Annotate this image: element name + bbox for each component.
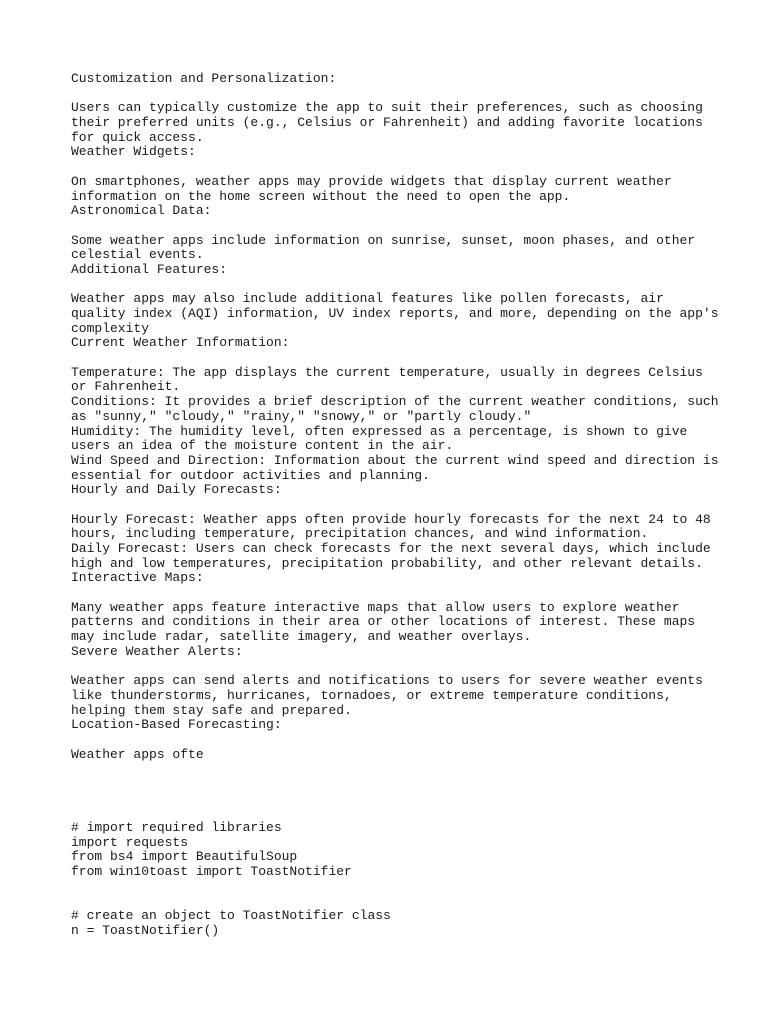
text-line: for quick access. [71, 129, 204, 145]
text-line: Severe Weather Alerts: [71, 643, 243, 659]
text-line: celestial events. [71, 247, 204, 263]
text-line: hours, including temperature, precipitation chances, and wind information. [71, 526, 649, 542]
text-line: import requests [71, 834, 189, 850]
text-line: Users can typically customize the app to suit their preferences, such as choosing [71, 100, 703, 116]
blank-line [71, 777, 731, 792]
text-line: # create an object to ToastNotifier class [71, 908, 391, 924]
blank-line [71, 895, 731, 910]
text-line: Interactive Maps: [71, 570, 204, 586]
blank-line [71, 351, 731, 366]
text-line: Current Weather Information: [71, 335, 290, 351]
blank-line [71, 880, 731, 895]
text-line: # import required libraries [71, 820, 282, 836]
text-line: Weather apps can send alerts and notifications to users for severe weather events [71, 673, 703, 689]
text-line: Weather apps may also include additional features like pollen forecasts, air [71, 291, 664, 307]
text-line: quality index (AQI) information, UV index reports, and more, depending on the app's [71, 306, 719, 321]
text-line: On smartphones, weather apps may provide widgets that display current weather [71, 173, 672, 189]
blank-line [71, 792, 731, 807]
text-line: as "sunny," "cloudy," "rainy," "snowy," or "partly cloudy." [71, 408, 532, 424]
text-line: Astronomical Data: [71, 203, 212, 219]
text-line: Weather apps ofte [71, 746, 204, 762]
blank-line [71, 660, 731, 675]
text-line: their preferred units (e.g., Celsius or Fahrenheit) and adding favorite locations [71, 115, 703, 131]
text-line: Conditions: It provides a brief description of the current weather conditions, such [71, 394, 719, 410]
text-line: essential for outdoor activities and planning. [71, 467, 430, 483]
blank-line [71, 278, 731, 293]
blank-line [71, 160, 731, 175]
text-line: like thunderstorms, hurricanes, tornadoes, or extreme temperature conditions, [71, 687, 672, 703]
text-line: from bs4 import BeautifulSoup [71, 849, 298, 865]
text-line: Some weather apps include information on sunrise, sunset, moon phases, and other [71, 232, 696, 248]
text-line: Location-Based Forecasting: [71, 717, 282, 733]
document-page [71, 72, 731, 939]
blank-line [71, 762, 731, 777]
text-line: users an idea of the moisture content in the air. [71, 438, 454, 454]
blank-line [71, 586, 731, 601]
text-line: Temperature: The app displays the current temperature, usually in degrees Celsius [71, 364, 703, 380]
text-line: may include radar, satellite imagery, and weather overlays. [71, 629, 532, 645]
text-line: from win10toast import ToastNotifier [71, 864, 352, 880]
text-line: Customization and Personalization: [71, 71, 337, 86]
blank-line [71, 806, 731, 821]
blank-line [71, 733, 731, 748]
text-line: or Fahrenheit. [71, 379, 181, 395]
text-line: Many weather apps feature interactive maps that allow users to explore weather [71, 599, 680, 615]
text-line: Additional Features: [71, 261, 228, 277]
text-line: Weather Widgets: [71, 144, 196, 160]
blank-line [71, 87, 731, 102]
text-line: Humidity: The humidity level, often expressed as a percentage, is shown to give [71, 423, 688, 439]
text-line: n = ToastNotifier() [71, 922, 220, 938]
text-line: complexity [71, 320, 150, 336]
text-line: information on the home screen without the need to open the app. [71, 188, 571, 204]
blank-line [71, 498, 731, 513]
text-line: Hourly and Daily Forecasts: [71, 482, 282, 498]
text-line: helping them stay safe and prepared. [71, 702, 352, 718]
text-line: patterns and conditions in their area or other locations of interest. These maps [71, 614, 696, 630]
text-line: Daily Forecast: Users can check forecasts for the next several days, which include [71, 541, 711, 556]
text-line: Wind Speed and Direction: Information about the current wind speed and direction is [71, 452, 719, 468]
text-line: high and low temperatures, precipitation probability, and other relevant details. [71, 555, 703, 571]
blank-line [71, 219, 731, 234]
text-line: Hourly Forecast: Weather apps often provide hourly forecasts for the next 24 to 48 [71, 511, 711, 527]
